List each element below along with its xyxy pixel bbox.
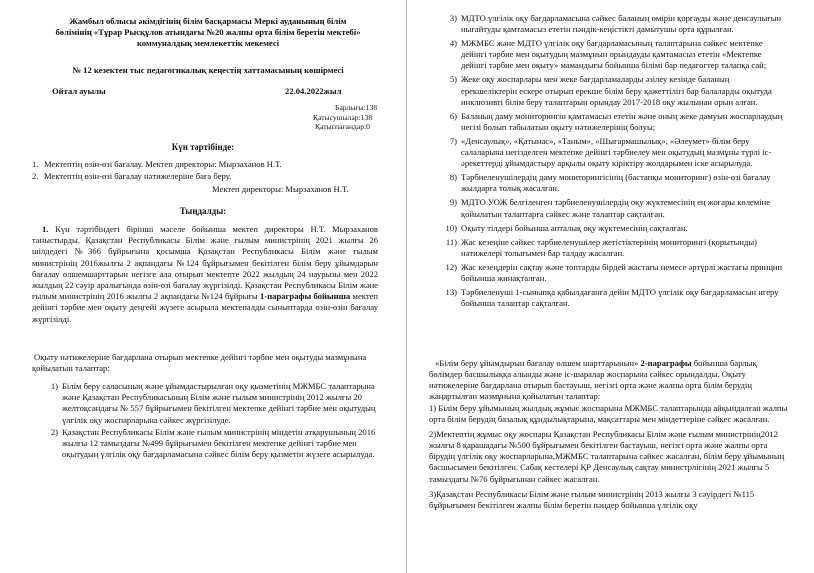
list-item-number: 11) bbox=[445, 236, 457, 247]
paragraph-text: «Білім беру ұйымдырын бағалау өлшем шарттарынын» bbox=[435, 358, 641, 368]
requirements-intro: Оқыту нәтижелеріне бағдарлана отырып мектепке дейінгі тәрбие мен оқытуды мазмұнына қойылатын талаптар: bbox=[32, 352, 367, 374]
list-item bbox=[429, 262, 785, 284]
list-item bbox=[429, 223, 785, 234]
list-item-number: 2) bbox=[50, 426, 58, 437]
numbered-paragraph: 2)Мектептің жұмыс оқу жоспары Қазақстан Республикасы Білім және ғылым министрінің2012 жылғы 8 қарашадағы №500 бұйрығымен бекітілген бастауыш, негізгі орта және жалпы орта бірудің үлгілік оқу жоспарларына,МЖМБС талаптарына сәйкес жасалған, білім беру ұйымының басшысымен бекітілген. Сабақ кестелері ҚР Денсаулық сақтау министрлігінің 2021 жылғы 5 тамыздағы №76 бұйрығынан сәйкес жасалған. bbox=[429, 429, 785, 484]
list-item-number: 9) bbox=[449, 197, 457, 208]
list-item bbox=[429, 136, 785, 169]
list-item-text: Қазақстан Республикасы Білім және ғылым министрінің міндетін атқарушының 2016 жылғы 12 тамыздағы №499 бұйрығымен бекітілген мектепке дейінгі тәрбие мен оқытудың үлгілік оқу бағдарламасына сәйкес білім беру қызметін жүзеге асырылуда. bbox=[62, 426, 376, 460]
numbered-paragraphs bbox=[429, 403, 789, 515]
stat-total: Барлығы:138 bbox=[335, 103, 378, 112]
list-item-number: 4) bbox=[449, 38, 457, 49]
section-paragraph bbox=[429, 358, 789, 402]
list-item-text: Тәрбиеленуші 1-сыныпқа қабылдағанға дейін МДТО үлгілік оқу бағдарламасын игеру бойынша талаптар сақталған. bbox=[461, 287, 779, 309]
agenda-item-text: Мектептің өзін-өзі бағалау. Мектеп директоры: Мырзаханов Н.Т. bbox=[44, 159, 282, 169]
agenda-item-number: 2. bbox=[32, 171, 39, 181]
numbered-paragraph: 3)Қазақстан Республикасы Білім және ғылым министрінің 2013 жылғы 3 сәуірдегі №115 бұйрығымен бекітілген жалпы білім беретін пәндер бойынша үлгілік оқу bbox=[429, 488, 755, 510]
list-item-text: Оқыту тілдері бойынша апталық оқу жүктемесінің сақталған. bbox=[461, 222, 688, 233]
header-line: Жамбыл облысы әкімдігінің білім басқармасы Меркі ауданының білім bbox=[69, 16, 347, 26]
list-item bbox=[429, 287, 785, 309]
list-item-number: 1) bbox=[50, 381, 58, 391]
left-page bbox=[0, 0, 406, 573]
list-item-text: Жеке оқу жоспарлары мен жеке бағдарламаларды әзілеу кезінде баланың ерекшеліктерін ескере отырып ерекше білім беру қажеттілігі бар балаларды оқытуда инклюзивті білім беру талаптарын орындау 2017-2018 оқу жылынан орын алған. bbox=[461, 74, 772, 107]
protocol-date: 22.04.2022жыл bbox=[285, 86, 342, 96]
list-item bbox=[429, 13, 785, 35]
list-item-text: МДТО УОЖ белгіленген тәрбиеленушілердің оқу жүктемесінің ең жоғары көлеміне қойылатын талаптарға сәйкес және талаптар сақталған. bbox=[461, 197, 771, 219]
agenda-title: Күн тәртібінде: bbox=[171, 142, 235, 152]
header-line: коммуналдық мемлекеттік мекемесі bbox=[136, 38, 280, 48]
list-item bbox=[429, 38, 785, 71]
list-item bbox=[429, 237, 785, 259]
agenda-item bbox=[32, 170, 382, 182]
list-item-number: 13) bbox=[445, 287, 457, 298]
requirements-list bbox=[32, 381, 378, 461]
list-item-text: МДТО үлгілік оқу бағдарламасына сәйкес баланың өмірін қорғауды және денсаулығын нығайтуды қамтамасыз ететін пәндік-кеңістікті дамытушы орта құрылған. bbox=[461, 13, 782, 35]
numbered-paragraph: 1) Білім беру ұйымының жылдық жұмыс жоспарына МЖМБС талаптарында айқындалған жалпы орта білім берудің базалық құндылықтарына, мақсаттары мен міндеттеріне сәйкес жасалған. bbox=[429, 403, 788, 425]
right-page bbox=[407, 0, 814, 573]
list-item-number: 5) bbox=[449, 74, 457, 85]
requirements-list-continued bbox=[429, 13, 785, 312]
list-item-text: Тәрбиеленушілердің даму мониторингісінің (бастапқы мониторинг) өзін-өзі бағалау жылдарға толық жасалған. bbox=[461, 172, 771, 194]
agenda-list bbox=[32, 158, 382, 182]
list-item-number: 6) bbox=[449, 110, 457, 121]
village-name: Ойтал ауылы bbox=[52, 86, 106, 96]
agenda-item-number: 1. bbox=[32, 159, 39, 169]
list-item bbox=[429, 172, 785, 194]
list-item bbox=[429, 74, 785, 107]
list-item bbox=[32, 381, 378, 426]
list-item-number: 8) bbox=[449, 172, 457, 183]
list-item-text: «Денсаулық», «Қатынас», «Таным», «Шығармашылық», «Әлеумет» білім беру салаларына негізделген мектепке дейінгі тәрбиелеу мен оқытудың мазмұны түрлі іс-әрекеттерді ұйымдастыру арқылы оқыту кіріктіру жолдарымен іске асырылуда. bbox=[461, 135, 772, 169]
list-item-number: 7) bbox=[449, 135, 457, 146]
listened-title: Тыңдалды: bbox=[179, 206, 227, 216]
list-item-text: Жас кезеңіне сәйкес тәрбиеленушілер жетістіктерінің мониторингі (қорытынды) нәтижелері толығымен бар талдау жасалған. bbox=[461, 236, 758, 258]
stat-absent: Қатыспағандар:0 bbox=[315, 122, 370, 131]
list-item-number: 10) bbox=[445, 222, 457, 233]
header-line: бөлімінің «Тұрар Рысқұлов атындағы №20 жалпы орта білім беретін мектебі» bbox=[55, 27, 361, 37]
paragraph-text: мектеп дейінгі тәрбие мен оқыту деңгейі жүзеге асырыла мектепалды сыныптарда өзін-өзін бағалау жүргізілді. bbox=[32, 291, 378, 324]
agenda-item-text: Мектептің өзін-өзі бағалау нәтижелеріне баға беру. bbox=[44, 171, 232, 181]
paragraph-text: Күн тәртібіндегі бірінші мәселе бойынша мектеп директоры Н.Т. Мырзаханов таныстырды. Қазақстан Республикасы Білім және ғылым министрінің 2021 жылғы 26 шілдедегі №366 бұйрығына қосымша Қазақстан Республикасы Білім және ғылым министрінің 2016жылғы 2 ақпандағы №124 бұйрығымен бекітілген білім беру ұйымдарын бағалау өлшемшарттарын негізге ала отырып мектепте 2022 жылдың 24 наурызы мен 2022 жылдың 22 сәуір аралығында өзін-өзі бағалау жүргізілді. Қазақстан Республикасы Білім және ғылым министрінің 2016 жылғы 2 ақпандағы №124 бұйрығы bbox=[32, 224, 378, 302]
listened-paragraph bbox=[32, 224, 378, 325]
list-item-number: 3) bbox=[449, 13, 457, 23]
list-item bbox=[429, 197, 785, 219]
list-item bbox=[429, 111, 785, 133]
paragraph-number: 1. bbox=[42, 224, 49, 234]
protocol-title: № 12 кезектен тыс педагогикалық кеңестің хаттамасының көшірмесі bbox=[72, 65, 344, 75]
paragraph-emphasis: 2-параграфы bbox=[640, 358, 692, 368]
stat-present: Қатысушылар:138 bbox=[313, 112, 373, 122]
paragraph-text: бойынша барлық бөлімдер басшылыққа алынды және іс-шаралар жоспарына сәйкес орындалды. Оқыту нәтижелеріне бағдарлана отырып бастауыш, негізгі орта және жалпы орта білім берудің жаңартылған мазмұнына қойылатын талаптар: bbox=[429, 358, 757, 402]
paragraph-emphasis: 1-параграфы бойынша bbox=[260, 291, 351, 302]
list-item bbox=[32, 427, 378, 461]
agenda-speaker: Мектеп директоры: Мырзаханов Н.Т. bbox=[212, 184, 349, 194]
list-item-text: МЖМБС және МДТО үлгілік оқу бағдарламасының талаптарына сәйкес мектепке дейінгі тәрбие мен оқытудың мазмұнын орындауды қамтамасыз ететін «Мектепке дейінгі тәрбие мен оқыту» мамандығы бойынша білімі бар педагогтер талапқа сай; bbox=[461, 38, 767, 71]
document-header bbox=[30, 16, 386, 49]
agenda-item bbox=[32, 158, 382, 170]
list-item-text: Жас кезеңдерін сақтау және топтарды бірдей жастағы немесе әртүрлі жастағы принцип бойынша жинақталған. bbox=[461, 261, 783, 283]
list-item-text: Баланың даму мониторингін қамтамасыз ететін және оның жеке дамуын жоспарлаудың негізі болып табылатын оқыту нәтижелерінің болуы; bbox=[461, 110, 783, 132]
list-item-text: Білім беру саласының және ұйымдастырылған оқу қызметінің МЖМБС талаптарына және Қазақстан Республикасының Білім және ғылым министрінің 2012 жылғы 20 желтоқсандағы № 557 бұйрығымен бекітілген мектепке дейінгі тәрбие мен оқытудың үлгілік оқу жоспарларына сәйкес жүргізілуде. bbox=[62, 381, 376, 425]
list-item-number: 12) bbox=[445, 261, 457, 272]
attendance-stats bbox=[305, 103, 377, 132]
